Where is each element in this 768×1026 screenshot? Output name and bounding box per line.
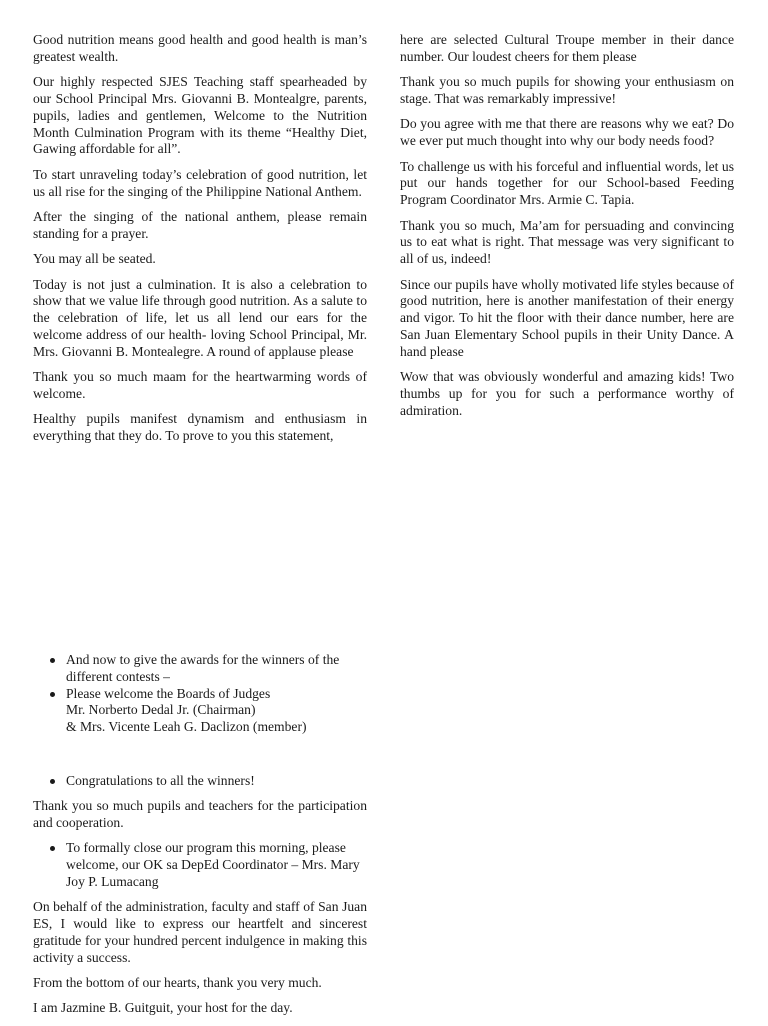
spacer: [33, 745, 367, 773]
left-column-top: [33, 32, 367, 453]
awards-text: And now to give the awards for the winners of the different contests –: [66, 652, 340, 684]
paragraph-welcome: Our highly respected SJES Teaching staff spearheaded by our School Principal Mrs. Giovanni B. Montealgre, parents, pupils, ladies and gentlemen, Welcome to the Nutrition Month Culmination Program with its theme “Healthy Diet, Gawing affordable for all”.: [33, 74, 367, 157]
paragraph-thanks-maam: Thank you so much, Ma’am for persuading and convincing us to eat what is right. That message was very significant to all of us, indeed!: [400, 217, 734, 267]
paragraph-bottom-hearts: From the bottom of our hearts, thank you very much.: [33, 974, 322, 990]
bullet-icon: [50, 692, 55, 697]
judges-intro-text: Please welcome the Boards of Judges: [66, 685, 271, 701]
paragraph-thanks-pupils: Thank you so much pupils for showing your enthusiasm on stage. That was remarkably impressive!: [400, 74, 734, 106]
paragraph-seated: You may all be seated.: [33, 251, 156, 267]
paragraph-wow: Wow that was obviously wonderful and amazing kids! Two thumbs up for you for such a performance worthy of admiration.: [400, 369, 734, 418]
paragraph-thanks-participation: Thank you so much pupils and teachers for the participation and cooperation.: [33, 797, 367, 830]
paragraph-reasons-eat: Do you agree with me that there are reasons why we eat? Do we ever put much thought into why our body needs food?: [400, 116, 734, 149]
paragraph-thanks-principal: Thank you so much maam for the heartwarming words of welcome.: [33, 369, 367, 401]
bullet-icon: [50, 846, 55, 851]
congrats-list: [33, 773, 367, 790]
awards-list: [33, 652, 367, 736]
paragraph-healthy-pupils: Healthy pupils manifest dynamism and enthusiasm in everything that they do. To prove to you this statement,: [33, 411, 367, 444]
paragraph-host: I am Jazmine B. Guitguit, your host for the day.: [33, 1000, 293, 1016]
paragraph-cultural-troupe: here are selected Cultural Troupe member in their dance number. Our loudest cheers for them please: [400, 32, 734, 64]
closing-list: [33, 840, 367, 890]
congrats-text: Congratulations to all the winners!: [66, 772, 255, 788]
list-item-judges: [66, 686, 367, 736]
paragraph-anthem: To start unraveling today’s celebration of good nutrition, let us all rise for the singing of the Philippine National Anthem.: [33, 166, 367, 199]
paragraph-intro: Good nutrition means good health and good health is man’s greatest wealth.: [33, 32, 367, 64]
judge-member: & Mrs. Vicente Leah G. Daclizon (member): [66, 719, 307, 735]
closing-text: To formally close our program this morning, please welcome, our OK sa DepEd Coordinator – Mrs. Mary Joy P. Lumacang: [66, 840, 360, 889]
bullet-icon: [50, 658, 55, 663]
paragraph-prayer: After the singing of the national anthem, please remain standing for a prayer.: [33, 208, 367, 241]
left-column-bottom: [33, 652, 367, 1026]
paragraph-celebration: Today is not just a culmination. It is also a celebration to show that we value life through good nutrition. As a salute to the celebration of life, let us all lend our ears for the welcome address of our health- loving School Principal, Mr. Mrs. Giovanni B. Montealegre. A round of applause please: [33, 276, 367, 359]
list-item-closing: [66, 840, 367, 890]
list-item-awards: [66, 652, 367, 686]
list-item-congrats: [66, 773, 367, 790]
paragraph-behalf: On behalf of the administration, faculty and staff of San Juan ES, I would like to express our heartfelt and sincerest gratitude for your hundred percent indulgence in making this activity a success.: [33, 899, 367, 965]
right-column-top: [400, 32, 734, 428]
paragraph-feeding-coordinator: To challenge us with his forceful and influential words, let us put our hands together for our School-based Feeding Program Coordinator Mrs. Armie C. Tapia.: [400, 158, 734, 208]
judge-chairman: Mr. Norberto Dedal Jr. (Chairman): [66, 702, 256, 718]
paragraph-unity-dance: Since our pupils have wholly motivated life styles because of good nutrition, here is another manifestation of their energy and vigor. To hit the floor with their dance number, here are San Juan Elementary School pupils in their Unity Dance. A hand please: [400, 276, 734, 359]
bullet-icon: [50, 779, 55, 784]
